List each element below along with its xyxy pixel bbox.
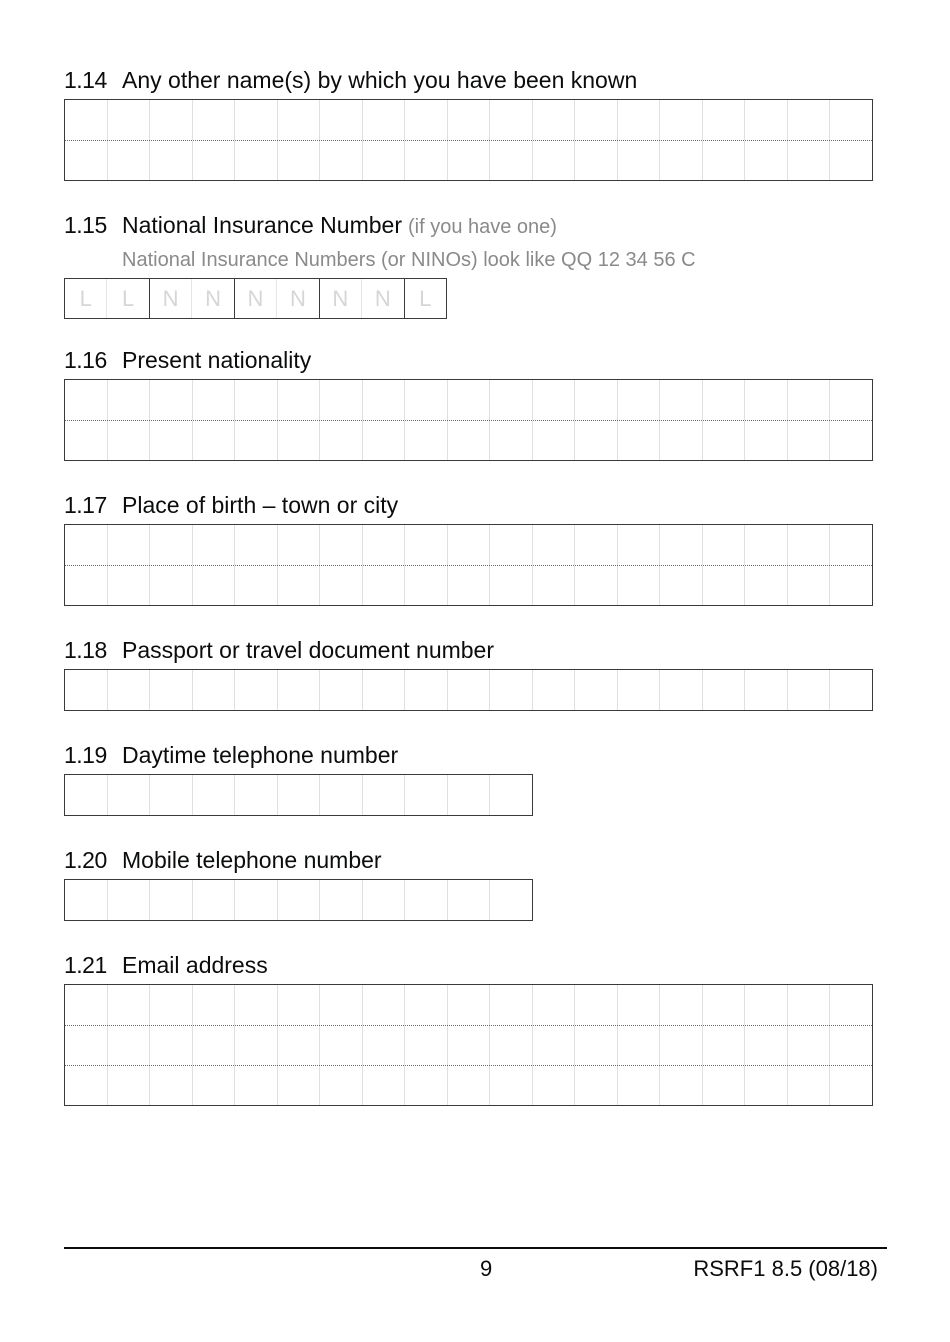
question-label: Passport or travel document number [122, 637, 495, 663]
char-cell[interactable] [703, 985, 746, 1025]
char-cell[interactable] [830, 1066, 873, 1105]
char-cell[interactable] [575, 670, 618, 710]
char-cell[interactable] [703, 100, 746, 140]
char-cell[interactable] [235, 775, 278, 815]
char-cell[interactable] [235, 100, 278, 140]
char-cell[interactable] [108, 775, 151, 815]
char-cell[interactable] [235, 421, 278, 460]
char-cell[interactable] [150, 1066, 193, 1105]
ni-char-cell[interactable]: N [150, 279, 192, 318]
char-cell[interactable] [575, 566, 618, 605]
ni-char-cell[interactable]: L [107, 279, 149, 318]
char-cell[interactable] [150, 1026, 193, 1065]
char-cell[interactable] [660, 566, 703, 605]
input-row [65, 880, 532, 920]
question-1-14 [64, 66, 873, 181]
char-cell[interactable] [575, 525, 618, 565]
char-cell[interactable] [745, 100, 788, 140]
char-cell[interactable] [448, 1066, 491, 1105]
char-cell[interactable] [448, 985, 491, 1025]
char-cell[interactable] [278, 775, 321, 815]
char-cell[interactable] [618, 525, 661, 565]
question-1-19 [64, 741, 873, 816]
char-cell[interactable] [278, 1066, 321, 1105]
char-cell[interactable] [490, 1026, 533, 1065]
char-cell[interactable] [660, 1066, 703, 1105]
question-1-17 [64, 491, 873, 606]
char-cell[interactable] [533, 380, 576, 420]
char-cell[interactable] [65, 880, 108, 920]
char-cell[interactable] [320, 670, 363, 710]
char-cell[interactable] [193, 100, 236, 140]
question-1-20 [64, 846, 873, 921]
char-cell[interactable] [745, 1066, 788, 1105]
char-cell[interactable] [150, 380, 193, 420]
question-number: 1.20 [64, 847, 107, 873]
char-cell[interactable] [65, 985, 108, 1025]
char-cell[interactable] [150, 670, 193, 710]
char-cell[interactable] [193, 525, 236, 565]
question-number: 1.21 [64, 952, 107, 978]
question-number: 1.15 [64, 212, 107, 238]
char-cell[interactable] [703, 1026, 746, 1065]
char-cell[interactable] [320, 525, 363, 565]
char-cell[interactable] [320, 100, 363, 140]
char-cell[interactable] [320, 775, 363, 815]
char-cell[interactable] [150, 566, 193, 605]
char-cell[interactable] [363, 985, 406, 1025]
char-cell[interactable] [405, 880, 448, 920]
char-cell[interactable] [618, 566, 661, 605]
char-cell[interactable] [490, 566, 533, 605]
char-cell[interactable] [235, 1066, 278, 1105]
char-cell[interactable] [193, 880, 236, 920]
mobile-phone-input[interactable] [64, 879, 533, 921]
char-cell[interactable] [448, 1026, 491, 1065]
char-cell[interactable] [363, 880, 406, 920]
char-cell[interactable] [65, 421, 108, 460]
question-number: 1.14 [64, 67, 107, 93]
question-heading [64, 741, 873, 769]
char-cell[interactable] [405, 100, 448, 140]
char-cell[interactable] [703, 566, 746, 605]
char-cell[interactable] [703, 380, 746, 420]
char-cell[interactable] [193, 985, 236, 1025]
form-code: RSRF1 8.5 (08/18) [693, 1256, 878, 1281]
char-cell[interactable] [65, 141, 108, 180]
char-cell[interactable] [108, 421, 151, 460]
char-cell[interactable] [533, 985, 576, 1025]
char-cell[interactable] [108, 100, 151, 140]
char-cell[interactable] [660, 141, 703, 180]
char-cell[interactable] [575, 1066, 618, 1105]
char-cell[interactable] [788, 100, 831, 140]
char-cell[interactable] [745, 141, 788, 180]
char-cell[interactable] [278, 1026, 321, 1065]
char-cell[interactable] [703, 525, 746, 565]
char-cell[interactable] [150, 775, 193, 815]
char-cell[interactable] [448, 670, 491, 710]
question-1-16 [64, 346, 873, 461]
char-cell[interactable] [278, 141, 321, 180]
other-names-input[interactable] [64, 99, 873, 181]
question-number: 1.17 [64, 492, 107, 518]
char-cell[interactable] [65, 525, 108, 565]
question-number: 1.18 [64, 637, 107, 663]
char-cell[interactable] [618, 141, 661, 180]
char-cell[interactable] [703, 421, 746, 460]
char-cell[interactable] [363, 775, 406, 815]
char-cell[interactable] [150, 525, 193, 565]
char-cell[interactable] [405, 985, 448, 1025]
char-cell[interactable] [448, 525, 491, 565]
ni-format-hint: National Insurance Numbers (or NINOs) look like QQ 12 34 56 C [122, 249, 696, 271]
char-cell[interactable] [235, 380, 278, 420]
char-cell[interactable] [660, 380, 703, 420]
char-cell[interactable] [788, 380, 831, 420]
char-cell[interactable] [320, 141, 363, 180]
char-cell[interactable] [193, 141, 236, 180]
ni-char-cell[interactable]: L [65, 279, 107, 318]
ni-char-cell[interactable]: N [362, 279, 404, 318]
input-row [65, 525, 872, 565]
char-cell[interactable] [405, 421, 448, 460]
char-cell[interactable] [618, 1066, 661, 1105]
char-cell[interactable] [278, 100, 321, 140]
char-cell[interactable] [830, 525, 873, 565]
char-cell[interactable] [363, 1026, 406, 1065]
char-cell[interactable] [703, 670, 746, 710]
char-cell[interactable] [830, 566, 873, 605]
char-cell[interactable] [533, 421, 576, 460]
char-cell[interactable] [405, 566, 448, 605]
char-cell[interactable] [448, 880, 491, 920]
char-cell[interactable] [490, 1066, 533, 1105]
char-cell[interactable] [193, 1066, 236, 1105]
char-cell[interactable] [278, 670, 321, 710]
char-cell[interactable] [490, 775, 533, 815]
footer-rule [64, 1247, 887, 1249]
char-cell[interactable] [618, 985, 661, 1025]
char-cell[interactable] [193, 670, 236, 710]
char-cell[interactable] [405, 141, 448, 180]
char-cell[interactable] [448, 100, 491, 140]
ni-char-cell[interactable]: L [419, 285, 432, 311]
input-row [65, 1025, 872, 1065]
char-cell[interactable] [320, 1066, 363, 1105]
ni-char-cell[interactable]: N [277, 279, 319, 318]
input-row [65, 420, 872, 460]
char-cell[interactable] [490, 880, 533, 920]
char-cell[interactable] [150, 421, 193, 460]
char-cell[interactable] [405, 380, 448, 420]
char-cell[interactable] [405, 1066, 448, 1105]
daytime-phone-input[interactable] [64, 774, 533, 816]
input-row [65, 775, 532, 815]
char-cell[interactable] [788, 1066, 831, 1105]
char-cell[interactable] [490, 670, 533, 710]
input-row [65, 985, 872, 1025]
char-cell[interactable] [235, 525, 278, 565]
char-cell[interactable] [575, 985, 618, 1025]
question-label: Daytime telephone number [122, 742, 399, 768]
char-cell[interactable] [65, 380, 108, 420]
char-cell[interactable] [235, 880, 278, 920]
char-cell[interactable] [108, 566, 151, 605]
char-cell[interactable] [490, 141, 533, 180]
char-cell[interactable] [108, 380, 151, 420]
char-cell[interactable] [150, 141, 193, 180]
char-cell[interactable] [745, 670, 788, 710]
char-cell[interactable] [660, 670, 703, 710]
char-cell[interactable] [660, 525, 703, 565]
char-cell[interactable] [830, 141, 873, 180]
char-cell[interactable] [65, 566, 108, 605]
char-cell[interactable] [363, 141, 406, 180]
char-cell[interactable] [193, 1026, 236, 1065]
char-cell[interactable] [788, 525, 831, 565]
char-cell[interactable] [150, 985, 193, 1025]
input-row [65, 100, 872, 140]
char-cell[interactable] [65, 100, 108, 140]
char-cell[interactable] [405, 1026, 448, 1065]
char-cell[interactable] [363, 100, 406, 140]
ni-char-cell[interactable]: N [320, 279, 362, 318]
question-label: Place of birth – town or city [122, 492, 399, 518]
char-cell[interactable] [575, 100, 618, 140]
char-cell[interactable] [745, 380, 788, 420]
char-cell[interactable] [320, 880, 363, 920]
char-cell[interactable] [448, 566, 491, 605]
char-cell[interactable] [405, 525, 448, 565]
char-cell[interactable] [745, 421, 788, 460]
char-cell[interactable] [660, 100, 703, 140]
char-cell[interactable] [745, 985, 788, 1025]
char-cell[interactable] [320, 1026, 363, 1065]
char-cell[interactable] [320, 380, 363, 420]
char-cell[interactable] [235, 670, 278, 710]
question-1-15 [64, 211, 873, 319]
input-row [65, 140, 872, 180]
char-cell[interactable] [235, 1026, 278, 1065]
char-cell[interactable] [448, 421, 491, 460]
char-cell[interactable] [618, 1026, 661, 1065]
char-cell[interactable] [788, 141, 831, 180]
char-cell[interactable] [618, 380, 661, 420]
char-cell[interactable] [108, 1026, 151, 1065]
char-cell[interactable] [533, 670, 576, 710]
char-cell[interactable] [575, 141, 618, 180]
char-cell[interactable] [65, 1026, 108, 1065]
question-heading [64, 846, 873, 874]
question-1-18 [64, 636, 873, 711]
char-cell[interactable] [150, 880, 193, 920]
char-cell[interactable] [703, 141, 746, 180]
ni-number-input[interactable] [64, 278, 447, 319]
char-cell[interactable] [363, 566, 406, 605]
char-cell[interactable] [320, 421, 363, 460]
char-cell[interactable] [490, 985, 533, 1025]
question-heading [64, 951, 873, 979]
question-label: Present nationality [122, 347, 312, 373]
char-cell[interactable] [490, 380, 533, 420]
char-cell[interactable] [533, 525, 576, 565]
char-cell[interactable] [703, 1066, 746, 1105]
question-heading [64, 636, 873, 664]
char-cell[interactable] [150, 100, 193, 140]
question-heading [64, 491, 873, 519]
char-cell[interactable] [575, 1026, 618, 1065]
char-cell[interactable] [108, 1066, 151, 1105]
char-cell[interactable] [533, 566, 576, 605]
char-cell[interactable] [65, 1066, 108, 1105]
char-cell[interactable] [278, 380, 321, 420]
char-cell[interactable] [788, 670, 831, 710]
passport-number-input[interactable] [64, 669, 873, 711]
char-cell[interactable] [448, 141, 491, 180]
char-cell[interactable] [533, 1066, 576, 1105]
question-number: 1.19 [64, 742, 107, 768]
char-cell[interactable] [65, 775, 108, 815]
char-cell[interactable] [320, 566, 363, 605]
input-row [65, 670, 872, 710]
char-cell[interactable] [278, 880, 321, 920]
char-cell[interactable] [618, 100, 661, 140]
char-cell[interactable] [745, 1026, 788, 1065]
char-cell[interactable] [618, 421, 661, 460]
question-heading [64, 66, 873, 94]
char-cell[interactable] [490, 421, 533, 460]
char-cell[interactable] [490, 100, 533, 140]
char-cell[interactable] [363, 1066, 406, 1105]
char-cell[interactable] [830, 670, 873, 710]
question-label: Email address [122, 952, 268, 978]
char-cell[interactable] [193, 380, 236, 420]
char-cell[interactable] [320, 985, 363, 1025]
char-cell[interactable] [533, 100, 576, 140]
char-cell[interactable] [363, 525, 406, 565]
question-heading [64, 211, 873, 241]
input-row [65, 565, 872, 605]
char-cell[interactable] [405, 670, 448, 710]
char-cell[interactable] [108, 670, 151, 710]
input-row [65, 1065, 872, 1105]
char-cell[interactable] [278, 985, 321, 1025]
char-cell[interactable] [278, 566, 321, 605]
char-cell[interactable] [788, 421, 831, 460]
question-label: Mobile telephone number [122, 847, 382, 873]
char-cell[interactable] [575, 421, 618, 460]
char-cell[interactable] [235, 566, 278, 605]
ni-char-cell[interactable]: N [235, 279, 277, 318]
char-cell[interactable] [278, 525, 321, 565]
question-number: 1.16 [64, 347, 107, 373]
char-cell[interactable] [235, 985, 278, 1025]
char-cell[interactable] [830, 100, 873, 140]
char-cell[interactable] [448, 775, 491, 815]
char-cell[interactable] [533, 141, 576, 180]
char-cell[interactable] [65, 670, 108, 710]
optional-hint: (if you have one) [407, 216, 557, 238]
email-input[interactable] [64, 984, 873, 1106]
char-cell[interactable] [618, 670, 661, 710]
char-cell[interactable] [193, 775, 236, 815]
place-of-birth-input[interactable] [64, 524, 873, 606]
question-heading [64, 346, 873, 374]
char-cell[interactable] [745, 566, 788, 605]
char-cell[interactable] [788, 566, 831, 605]
page-number: 9 [480, 1256, 493, 1281]
char-cell[interactable] [363, 421, 406, 460]
char-cell[interactable] [830, 1026, 873, 1065]
ni-char-cell[interactable]: N [192, 279, 234, 318]
char-cell[interactable] [193, 421, 236, 460]
char-cell[interactable] [108, 141, 151, 180]
char-cell[interactable] [193, 566, 236, 605]
char-cell[interactable] [363, 380, 406, 420]
char-cell[interactable] [745, 525, 788, 565]
char-cell[interactable] [788, 1026, 831, 1065]
question-label: Any other name(s) by which you have been known [122, 67, 638, 93]
char-cell[interactable] [575, 380, 618, 420]
char-cell[interactable] [235, 141, 278, 180]
char-cell[interactable] [405, 775, 448, 815]
question-1-21 [64, 951, 873, 1106]
char-cell[interactable] [830, 380, 873, 420]
nationality-input[interactable] [64, 379, 873, 461]
char-cell[interactable] [490, 525, 533, 565]
input-row [65, 380, 872, 420]
char-cell[interactable] [830, 985, 873, 1025]
char-cell[interactable] [448, 380, 491, 420]
char-cell[interactable] [108, 880, 151, 920]
char-cell[interactable] [660, 1026, 703, 1065]
char-cell[interactable] [108, 985, 151, 1025]
char-cell[interactable] [108, 525, 151, 565]
char-cell[interactable] [788, 985, 831, 1025]
char-cell[interactable] [533, 1026, 576, 1065]
char-cell[interactable] [363, 670, 406, 710]
question-label: National Insurance Number [122, 212, 402, 238]
char-cell[interactable] [660, 421, 703, 460]
char-cell[interactable] [830, 421, 873, 460]
char-cell[interactable] [660, 985, 703, 1025]
char-cell[interactable] [278, 421, 321, 460]
